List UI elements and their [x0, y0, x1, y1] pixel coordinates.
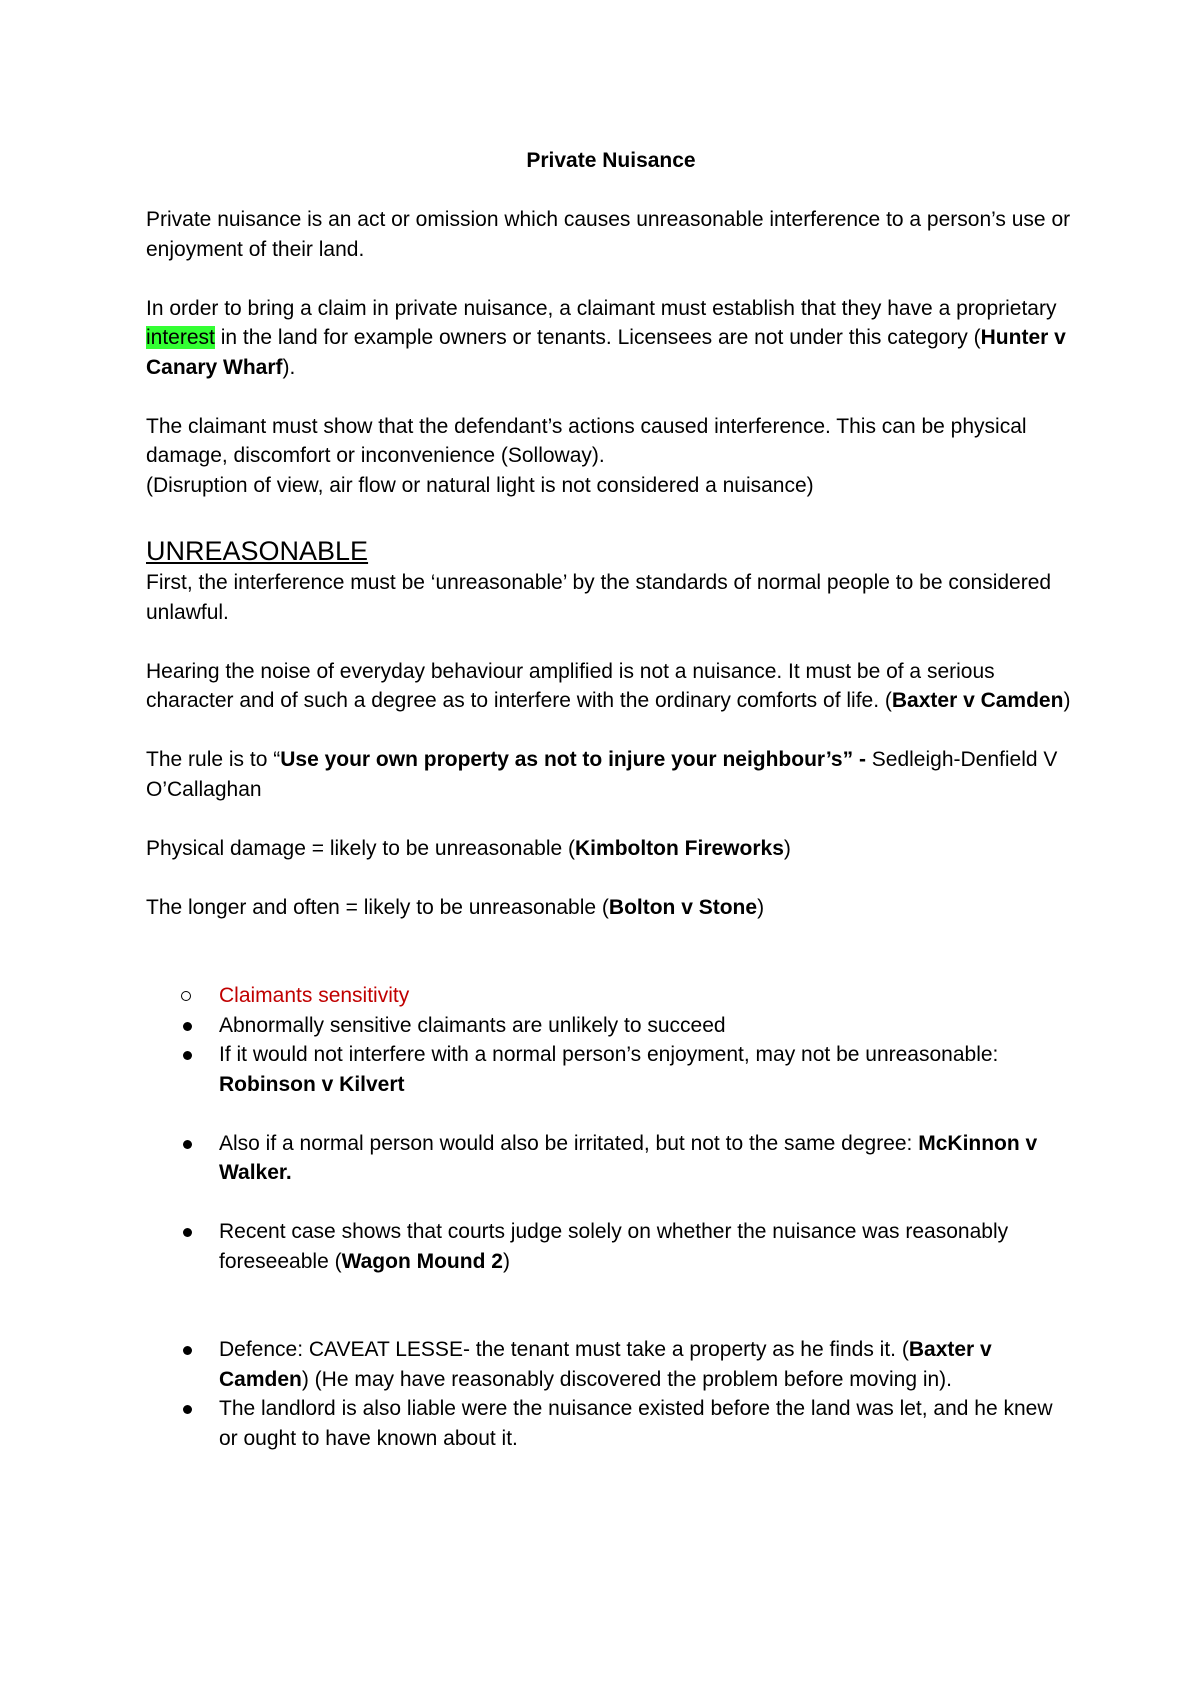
interference-note: (Disruption of view, air flow or natural light is not considered a nuisance) — [146, 473, 814, 497]
text: Hearing the noise of everyday behaviour amplified is not a nuisance. It must be of a serious character and of such a degree as to interfere with the ordinary comforts of life. ( — [146, 659, 995, 712]
list-item — [146, 1217, 1076, 1276]
case-name: Robinson v Kilvert — [219, 1072, 405, 1096]
text: In order to bring a claim in private nuisance, a claimant must establish that they have a proprietary — [146, 296, 1057, 320]
text: ) — [757, 895, 765, 919]
case-name: Wagon Mound 2 — [341, 1249, 503, 1273]
physical-damage-paragraph — [146, 834, 1076, 864]
bullet-text: Defence: CAVEAT LESSE- the tenant must take a property as he finds it. ( — [219, 1338, 909, 1361]
text: ) — [1063, 689, 1071, 712]
definition-paragraph: Private nuisance is an act or omission which causes unreasonable interference to a person’s use or enjoyment of their land. — [146, 208, 1071, 261]
case-name: Kimbolton Fireworks — [575, 836, 784, 860]
bullet-icon — [183, 1228, 192, 1237]
bullet-icon — [183, 1051, 192, 1060]
duration-paragraph — [146, 893, 1076, 923]
noise-paragraph — [146, 657, 1076, 716]
text: ) — [783, 836, 791, 860]
bullet-text: If it would not interfere with a normal person’s enjoyment, may not be unreasonable: — [219, 1043, 999, 1066]
list-item — [146, 981, 1076, 1011]
bullet-icon — [183, 1346, 192, 1355]
text: The rule is to “ — [146, 748, 281, 771]
hollow-bullet-icon — [181, 991, 191, 1001]
text: The longer and often = likely to be unreasonable ( — [146, 895, 609, 919]
list-item — [146, 1394, 1076, 1453]
proprietary-interest-paragraph — [146, 294, 1076, 383]
list-item — [146, 1011, 1076, 1041]
rule-quote: Use your own property as not to injure your neighbour’s” - — [280, 748, 866, 771]
list-item — [146, 1335, 1076, 1394]
section-heading: UNREASONABLE — [146, 536, 369, 566]
text: Sedleigh-Denfield V O’Callaghan — [146, 748, 1058, 801]
text: ). — [282, 355, 296, 379]
bullet-text: ) — [502, 1249, 510, 1273]
bullet-text: Recent case shows that courts judge solely on whether the nuisance was reasonably foreseeable ( — [219, 1220, 1009, 1273]
bullet-text: Abnormally sensitive claimants are unlikely to succeed — [219, 1013, 726, 1037]
case-name: Bolton v Stone — [608, 895, 758, 919]
text: Physical damage = likely to be unreasonable ( — [146, 836, 576, 860]
bullet-icon — [183, 1405, 192, 1414]
case-name: Baxter v Camden — [891, 689, 1064, 712]
interference-paragraph: The claimant must show that the defendant’s actions caused interference. This can be physical damage, discomfort or inconvenience (Solloway). — [146, 414, 1027, 467]
bullet-icon — [183, 1022, 192, 1031]
case-name: Baxter v Camden — [219, 1338, 992, 1391]
document-body — [146, 146, 1076, 1453]
sensitivity-list — [146, 981, 1076, 1453]
list-item — [146, 1129, 1076, 1188]
bullet-text: Also if a normal person would also be irritated, but not to the same degree: — [219, 1131, 919, 1155]
case-name: McKinnon v Walker. — [219, 1131, 1038, 1184]
page-title: Private Nuisance — [526, 149, 696, 172]
highlighted-word: interest — [146, 326, 215, 349]
case-name: Hunter v Canary Wharf — [146, 326, 1066, 379]
subheading: Claimants sensitivity — [219, 984, 410, 1007]
list-item — [146, 1040, 1076, 1099]
bullet-icon — [183, 1140, 192, 1149]
bullet-text: ) (He may have reasonably discovered the problem before moving in). — [301, 1367, 953, 1391]
unreasonable-paragraph: First, the interference must be ‘unreasonable’ by the standards of normal people to be considered unlawful. — [146, 571, 1052, 624]
text: in the land for example owners or tenants. Licensees are not under this category ( — [214, 326, 981, 349]
bullet-text: The landlord is also liable were the nuisance existed before the land was let, and he knew or ought to have known about it. — [219, 1397, 1053, 1450]
rule-paragraph — [146, 745, 1076, 804]
